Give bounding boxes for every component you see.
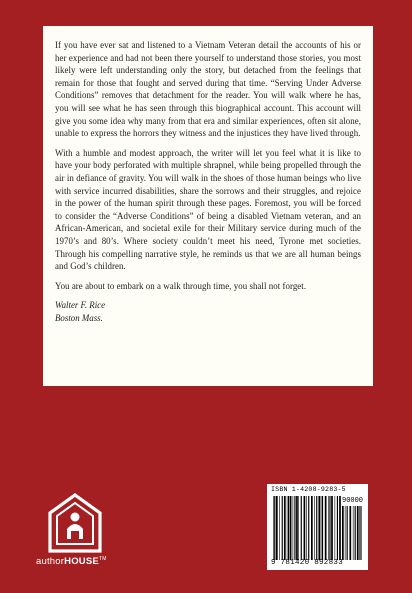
barcode-bar (274, 496, 275, 560)
barcode-bar (293, 496, 294, 560)
barcode-bar (316, 496, 317, 560)
barcode-bar (328, 496, 329, 560)
barcode-bar (357, 506, 359, 560)
barcode-bar (287, 496, 288, 560)
barcode-bar (349, 506, 351, 560)
barcode-bar (308, 496, 309, 560)
barcode-bar (314, 496, 315, 560)
barcode-bar (331, 496, 333, 560)
barcode-addon-digits: 90000 (342, 497, 364, 505)
barcode-bar (347, 506, 348, 560)
barcode-bar (359, 506, 360, 560)
signature-place: Boston Mass. (55, 313, 103, 324)
barcode-number: 9 781420 892833 (271, 559, 344, 567)
blurb-panel (43, 26, 373, 386)
blurb-paragraph-3: You are about to embark on a walk through time, you shall not forget. (55, 280, 307, 291)
barcode-bar (279, 496, 280, 560)
trademark-mark: TM (98, 556, 107, 562)
barcode-bar (329, 496, 330, 560)
barcode-bar (298, 496, 299, 560)
barcode-bar (273, 496, 274, 560)
blurb-paragraph-2: With a humble and modest approach, the writer will let you feel what it is like to have your body perforated with multiple shrapnel, while being propelled through the air in defiance of gravity. You will walk in the shoes of those human beings who live with service incurred disabilities, share the sorrows and their struggles, and rejoice in the power of the human spirit through these pages. Foremost, you will be forced to consider the “Adverse Conditions” of being a disabled Vietnam veteran, and an African-American, and societal exile for their Military service during much of the 1970’s and 80’s. Where society couldn’t meet his need, Tyrone met societies. Through his compelling narrative style, he reminds us that we are all human beings and God’s children. (55, 147, 361, 272)
barcode-bar (335, 496, 336, 560)
barcode-bar (311, 496, 313, 560)
barcode-bar (294, 496, 295, 560)
signature (55, 299, 361, 325)
barcode-bar (318, 496, 320, 560)
signature-name: Walter F. Rice (55, 300, 106, 311)
barcode-bar (301, 496, 302, 560)
barcode (267, 484, 368, 570)
barcode-bar (276, 496, 278, 560)
author-house-icon (44, 489, 106, 559)
barcode-bar (288, 496, 289, 560)
barcode-bar (360, 506, 361, 560)
barcode-bar (296, 496, 298, 560)
barcode-bar (290, 496, 292, 560)
barcode-addon-bars (342, 506, 364, 560)
barcode-bar (284, 496, 286, 560)
barcode-bar (306, 496, 307, 560)
barcode-bar (337, 496, 338, 560)
publisher-name-bold: HOUSE (64, 556, 99, 568)
publisher-name-light: author (36, 556, 65, 568)
barcode-bar (353, 506, 354, 560)
barcode-bars (273, 496, 341, 560)
barcode-bar (322, 496, 323, 560)
blurb-paragraph-1: If you have ever sat and listened to a Vietnam Veteran detail the accounts of his or her experience and had not been there yourself to understand those stories, you most likely were left understanding only the story, but detached from the feelings that remain for those that fought and served during that time. “Serving Under Adverse Conditions” removes that detachment for the reader. You will walk where he has, you will see what he has seen through this biographical account. This account will give you some idea why many from that era and similar experiences, often sit alone, unable to express the horrors they witness and the injustices they have lived through. (55, 40, 361, 139)
barcode-bar (304, 496, 306, 560)
barcode-bar (282, 496, 283, 560)
publisher-wordmark (36, 556, 107, 567)
barcode-bar (325, 496, 327, 560)
barcode-bar (321, 496, 322, 560)
barcode-bar (345, 506, 346, 560)
barcode-bar (339, 496, 341, 560)
barcode-bar (342, 506, 344, 560)
barcode-bar (355, 506, 356, 560)
isbn-label: ISBN 1-4208-9283-5 (271, 486, 346, 493)
